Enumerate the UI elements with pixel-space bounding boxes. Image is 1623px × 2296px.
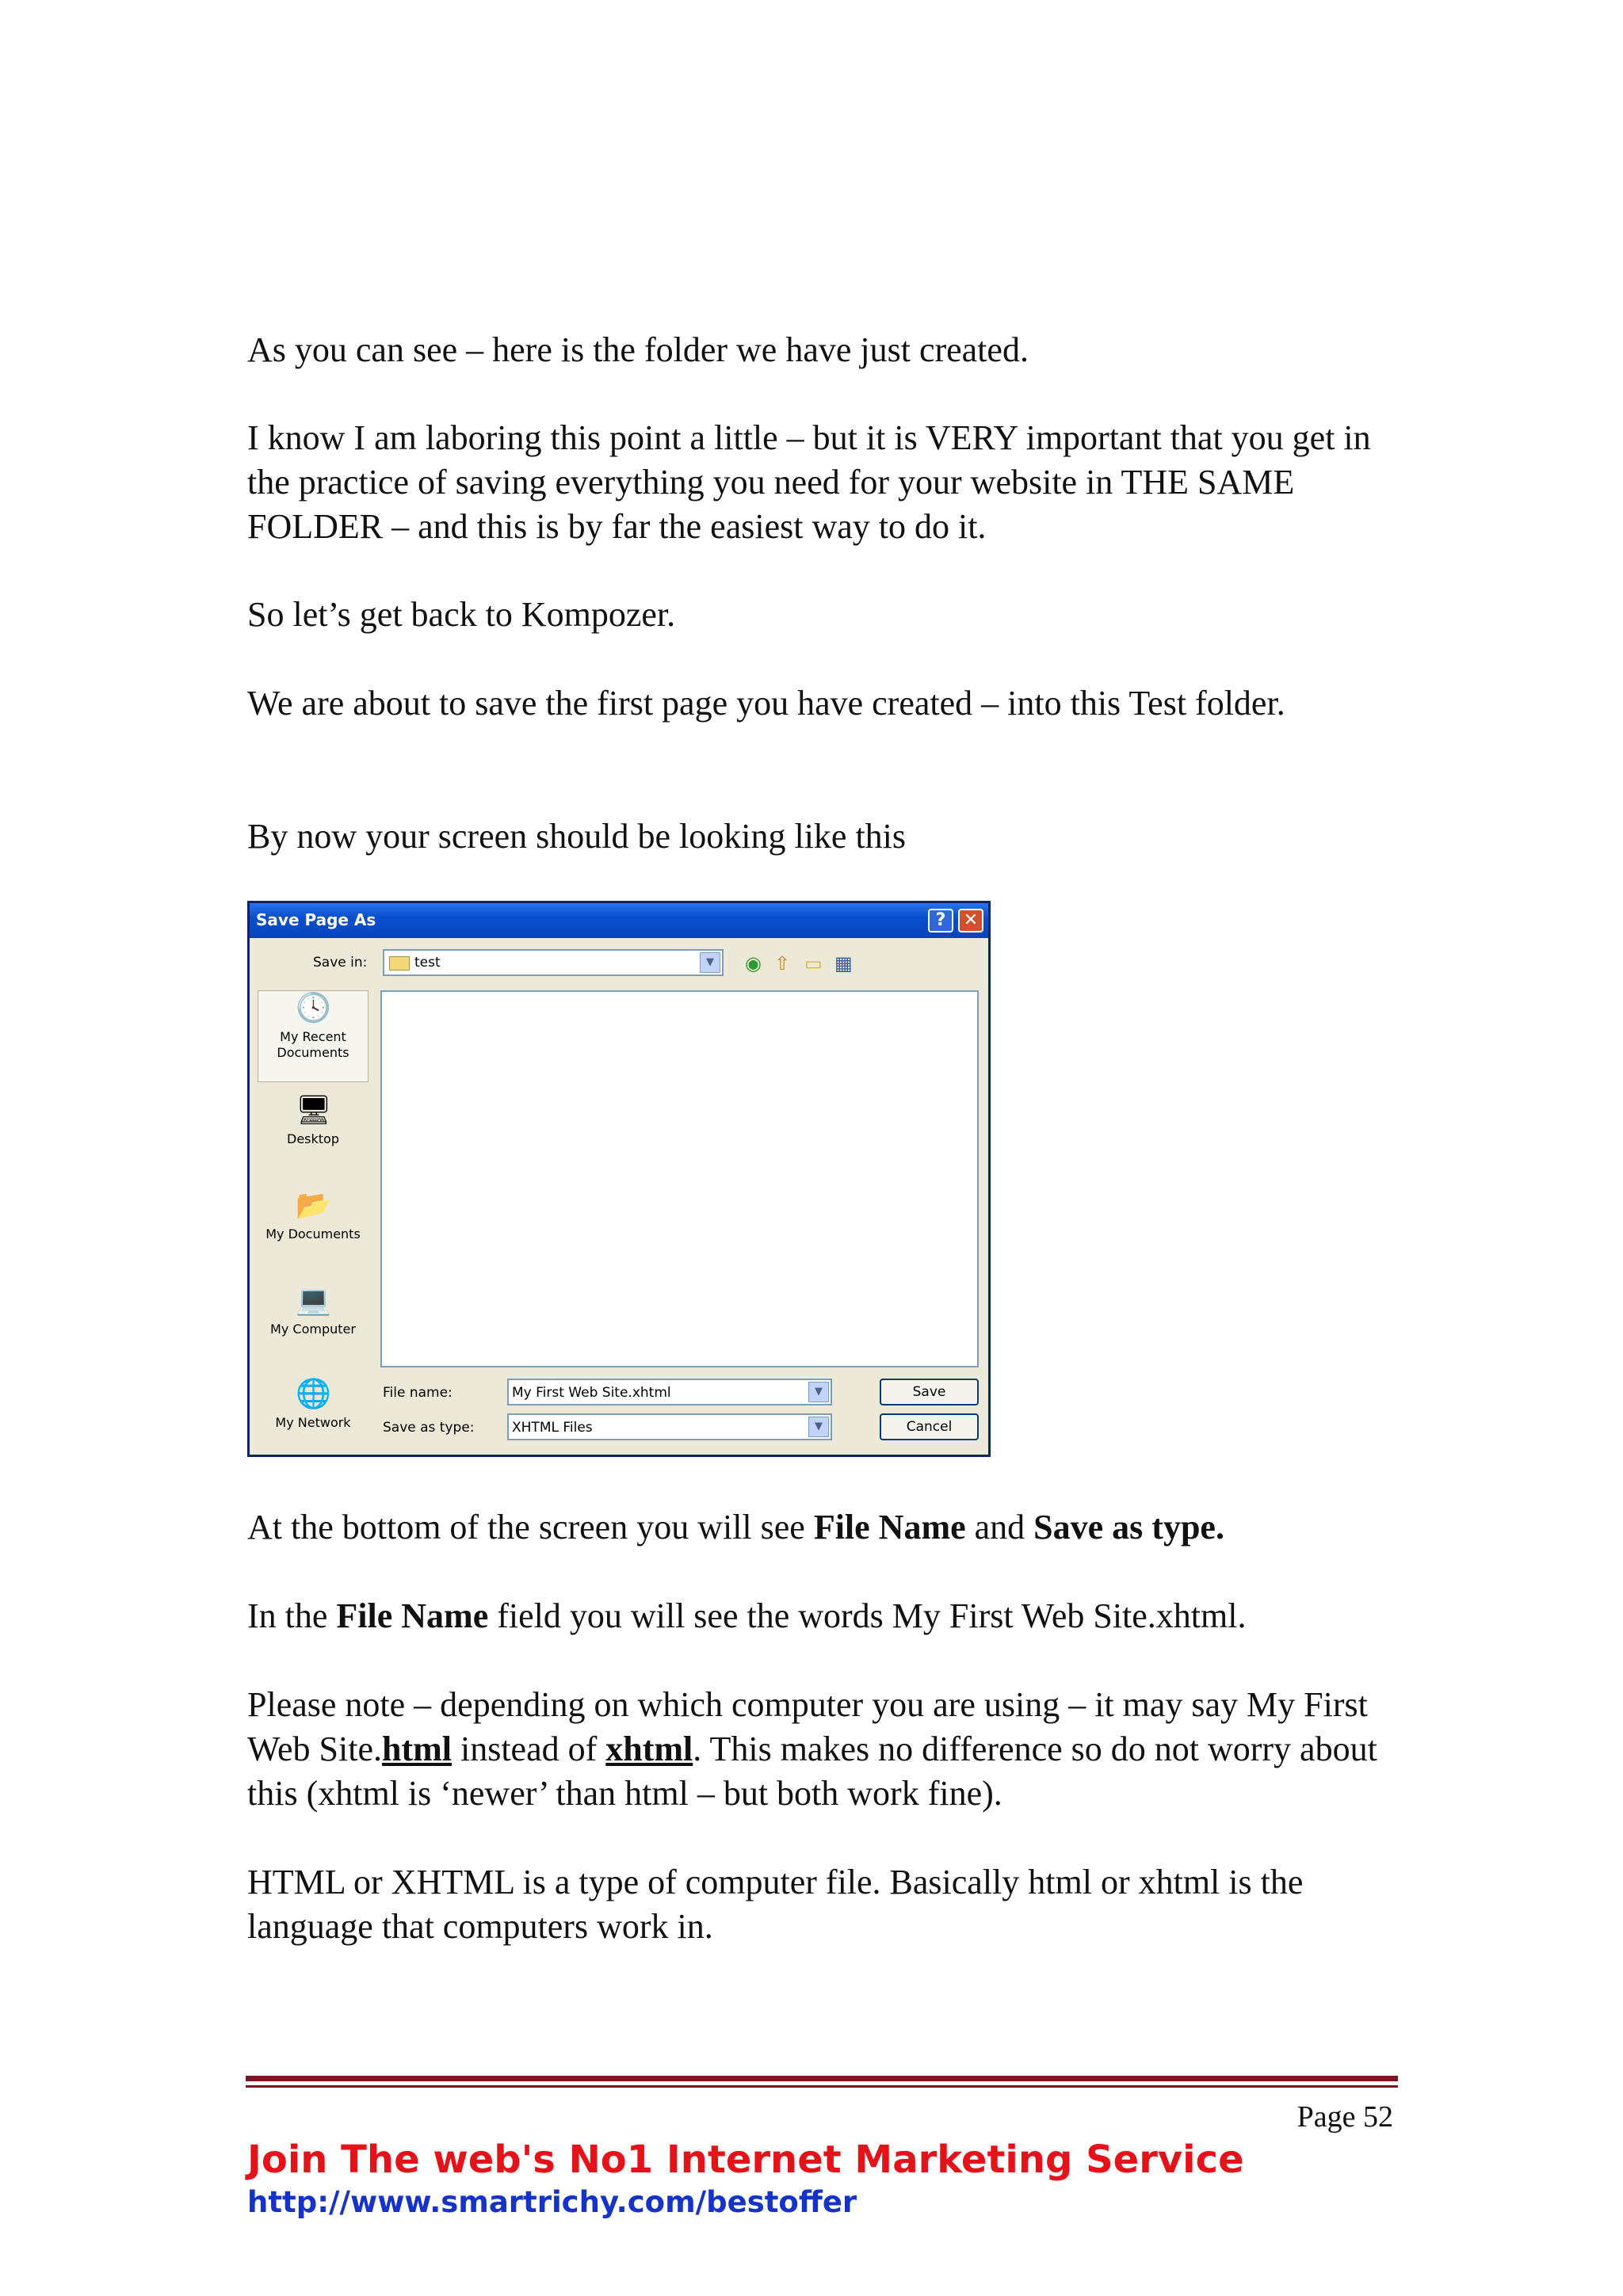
text-span: instead of: [451, 1730, 606, 1768]
underlined-xhtml: xhtml: [605, 1730, 693, 1768]
place-my-network[interactable]: [258, 1377, 369, 1431]
file-name-value: My First Web Site.xhtml: [512, 1385, 671, 1401]
save-as-type-select[interactable]: [507, 1413, 832, 1440]
help-button[interactable]: ?: [928, 909, 953, 933]
close-button[interactable]: ✕: [958, 909, 983, 933]
bold-file-name: File Name: [336, 1596, 489, 1635]
paragraph-same-folder: I know I am laboring this point a little – but it is VERY important that you get in the practice of saving everything you need for your website in THE SAME FOLDER – and this is by far the easiest way to do it.: [247, 418, 1371, 546]
up-folder-icon[interactable]: ⇧: [774, 952, 791, 974]
file-list-area[interactable]: [380, 990, 979, 1367]
cancel-button[interactable]: Cancel: [880, 1413, 979, 1440]
paragraph-please-note: [247, 1683, 1404, 1816]
paragraph-file-name-field: [247, 1594, 1404, 1638]
dialog-title: Save Page As: [256, 910, 376, 929]
place-label: My Network: [275, 1415, 351, 1430]
paragraph-save-first-page: We are about to save the first page you have created – into this Test folder.: [247, 684, 1285, 723]
paragraph-bottom-of-screen: [247, 1505, 1404, 1550]
place-desktop[interactable]: [258, 1093, 369, 1147]
chevron-down-icon[interactable]: ▼: [808, 1417, 829, 1437]
network-icon: 🌐: [296, 1378, 331, 1410]
promo-link[interactable]: Join The web's No1 Internet Marketing Service: [247, 2138, 1244, 2182]
file-name-label: File name:: [383, 1385, 453, 1401]
underlined-html: html: [381, 1730, 452, 1768]
save-as-type-label: Save as type:: [383, 1420, 475, 1436]
text-span: . This makes no difference so do not worry about this (xhtml is ‘newer’ than html – but both work fine).: [247, 1730, 1377, 1813]
place-label: My Computer: [270, 1322, 356, 1337]
views-menu-icon[interactable]: ▦: [834, 952, 853, 974]
save-as-type-value: XHTML Files: [512, 1420, 593, 1436]
footer-rule: [246, 2076, 1398, 2081]
place-my-recent-documents[interactable]: [258, 990, 369, 1082]
footer-rule-thin: [246, 2085, 1398, 2088]
place-my-computer[interactable]: [258, 1283, 369, 1337]
place-label: My Recent Documents: [277, 1029, 349, 1060]
computer-icon: 💻: [296, 1284, 331, 1317]
new-folder-icon[interactable]: ▭: [804, 952, 823, 974]
place-my-documents[interactable]: [258, 1188, 369, 1242]
desktop-icon: 🖥: [296, 1094, 332, 1127]
bold-save-as-type: Save as type.: [1033, 1508, 1224, 1547]
documents-folder-icon: 📂: [296, 1189, 331, 1222]
paragraph-back-to-kompozer: So let’s get back to Kompozer.: [247, 595, 676, 634]
text-span: Please note – depending on which computer you are using – it may say My First Web Site.: [247, 1685, 1368, 1768]
folder-icon: [389, 956, 410, 971]
bold-file-name: File Name: [813, 1508, 966, 1547]
file-name-input[interactable]: [507, 1379, 832, 1405]
dialog-titlebar: [250, 903, 988, 938]
text-span: At the bottom of the screen you will see: [247, 1508, 814, 1547]
save-in-value: test: [414, 955, 441, 971]
save-button[interactable]: Save: [880, 1379, 979, 1405]
place-label: Desktop: [287, 1131, 339, 1146]
paragraph-screen-looking: By now your screen should be looking like this: [247, 817, 907, 856]
chevron-down-icon[interactable]: ▼: [700, 952, 720, 973]
place-label: My Documents: [265, 1226, 361, 1241]
save-page-as-dialog: [247, 901, 991, 1457]
paragraph-html-xhtml: HTML or XHTML is a type of computer file. Basically html or xhtml is the language that computers work in.: [247, 1863, 1304, 1946]
text-span: In the: [247, 1596, 337, 1635]
save-in-dropdown[interactable]: [383, 949, 724, 976]
text-span: field you will see the words My First Web Site.xhtml.: [488, 1596, 1247, 1635]
places-bar: [258, 990, 369, 1450]
text-span: and: [965, 1508, 1034, 1547]
paragraph-folder-created: As you can see – here is the folder we have just created.: [247, 330, 1029, 369]
save-in-label: Save in:: [313, 955, 368, 971]
page-number: Page 52: [1296, 2100, 1393, 2134]
back-icon[interactable]: ◉: [745, 952, 762, 974]
chevron-down-icon[interactable]: ▼: [808, 1382, 829, 1402]
clock-icon: 🕓: [296, 992, 331, 1024]
promo-url-link[interactable]: http://www.smartrichy.com/bestoffer: [247, 2185, 857, 2219]
